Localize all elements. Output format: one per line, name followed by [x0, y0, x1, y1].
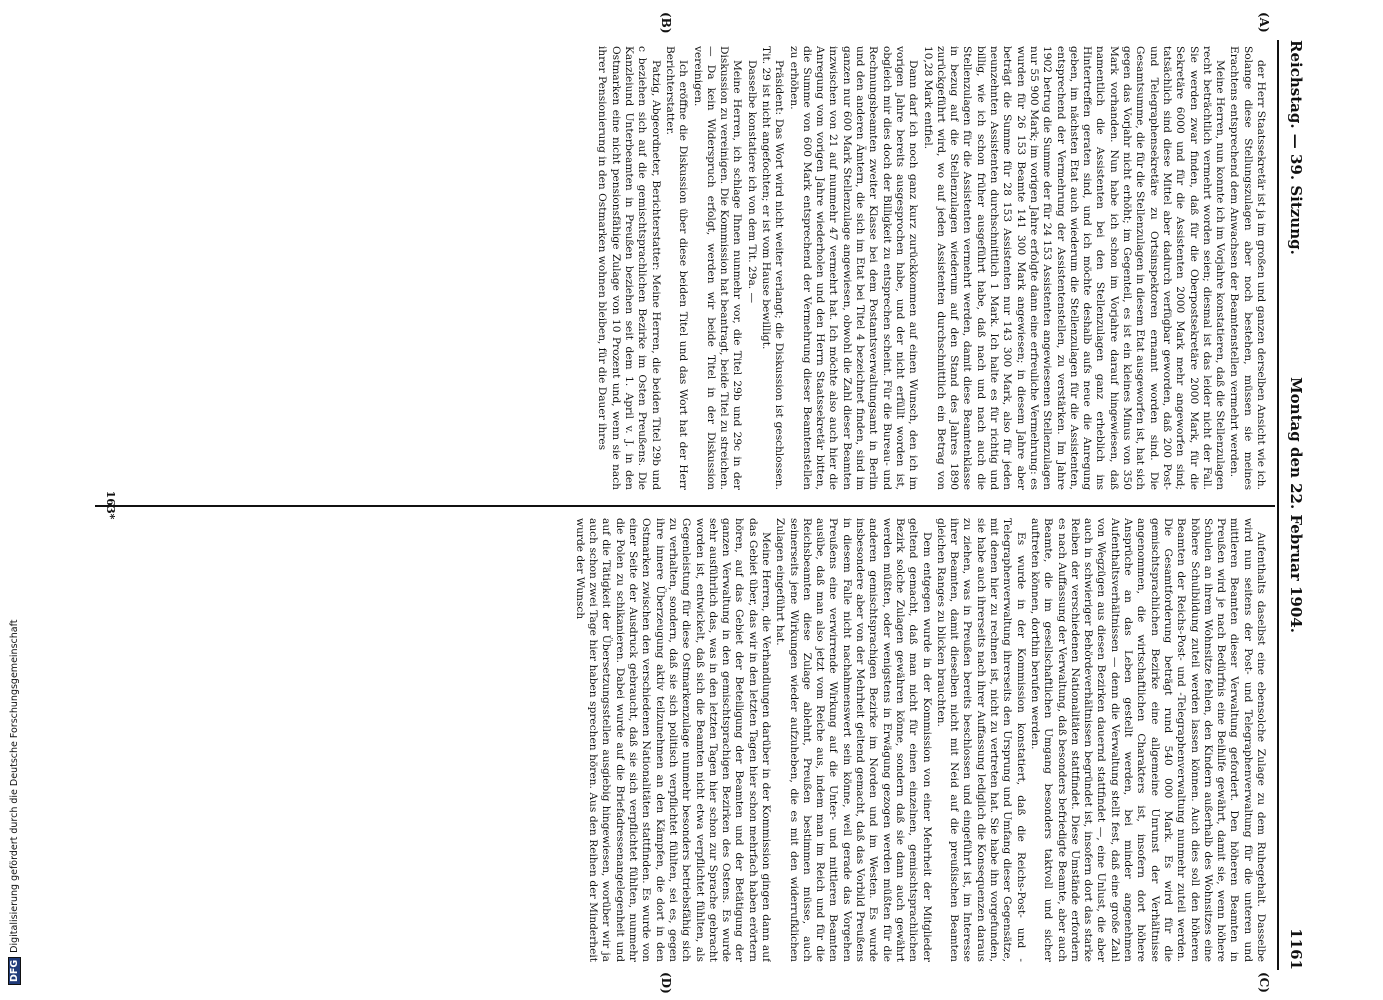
digitization-credit	[8, 620, 21, 986]
credit-text: Digitalisierung gefördert durch die Deutsche Forschungsgemeinschaft	[9, 619, 20, 953]
dfg-logo: DFG	[8, 957, 21, 985]
paragraph: Patzig, Abgeordneter, Berichterstatter: Meine Herren, die beiden Titel 29b und c beziehen sich auf die gemischtsprachlichen Bezirke im Osten Preußens. Die Kanzleiund Unterbeamten in Preußen beziehen seit dem 1. April v. J. in den Ostmarken eine nicht pensionsfähige Zulage von 10 Prozent und, wenn sie nach ihrer Pensionierung in den Ostmarken wohnen bleiben, für die Dauer ihres	[596, 46, 662, 490]
paragraph: Meine Herren, ich schlage Ihnen nunmehr vor, die Titel 29b und 29c in der Diskussion zu vereinigen. Die Kommission hat beantragt, beide Titel zu streichen. — Da kein Widerspruch erfolgt, werden wir beide Titel in der Diskussion vereinigen.	[691, 46, 744, 490]
paragraph: Meine Herren, die Verhandlungen darüber in der Kommission gingen dann auf das Gebiet über, das wir in den letzten Tagen hier schon mehrfach haben erörtern hören, auf das Gebiet der Beteiligung der Beamten und der Betätigung der ganzen Verwaltung in den gemischtsprachigen Bezirken des Ostens. Es wurde sehr ausführlich das, was in den letzten Tagen hier schon zur Sprache gebracht worden ist, entwickelt, daß sich die Beamten nicht etwa verpflichtet fühlten, als Gegenleistung für diese Ostmarkenzulage nunmehr besonders betriebsfähig sich zu verhalten, sondern, daß sie sich politisch verpflichtet fühlten, sei es, gegen ihre innere Überzeugung aktiv teilzunehmen an den Kämpfen, die dort in den Ostmarken zwischen den verschiedenen Nationalitäten stattfinden. Es wurde von einer Seite der Ausdruck gebraucht, daß sie sich verpflichtet fühlten, nunmehr die Polen zu schikanieren. Dabei wurde auf die Briefadressenangelegenheit und auf die Tätigkeit der Übersetzungsstellen ausgiebig hingewiesen, worüber wir ja auch schon zwei Tage hier haben sprechen hören. Aus den Reihen der Minderheit wurde der Wunsch	[573, 518, 773, 962]
margin-mark-d: (D)	[659, 972, 673, 994]
margin-mark-c: (C)	[1257, 972, 1271, 993]
left-column	[117, 46, 1267, 490]
header-date: Montag den 22. Februar 1904.	[1287, 377, 1305, 633]
page-number: 1161	[1287, 928, 1305, 970]
paragraph: Dann darf ich noch ganz kurz zurückkommen auf einen Wunsch, den ich im vorigen Jahre bereits ausgesprochen habe, und der nicht erfüllt worden ist, obgleich mir dies doch der Billigkeit zu entsprechen scheint. Für die Bureau- und Rechnungsbeamten zweiter Klasse bei dem Postamtsverwaltungsamt in Berlin und den anderen Ämtern, die sich im Etat bei Titel 4 bezeichnet finden, sind im ganzen nur 600 Mark Stellenzulage angewiesen, obwohl die Zahl dieser Beamten inzwischen von 21 auf nunmehr 47 vermehrt hat. Ich möchte also auch hier die Anregung vom vorigen Jahre wiederholen und den Herrn Staatssekretär bitten, die Summe von 600 Mark entsprechend der Vermehrung dieser Beamtenstellen zu erhöhen.	[787, 46, 920, 490]
paragraph: Dem entgegen wurde in der Kommission von einer Mehrheit der Mitglieder geltend gemacht, daß man nicht für einen einzelnen, gemischtsprachlichen Bezirk solche Zulagen gewähren könne, sondern daß sie dann auch gewährt werden müßten, oder wenigstens in Erwägung gezogen werden müßten für die anderen gemischtsprachigen Bezirke im Norden und im Westen. Es wurde insbesondere aber von der Mehrheit geltend gemacht, daß das Vorbild Preußens in diesem Falle nicht nachahmenswert sein könne, weil gerade das Vorgehen Preußens eine verwirrende Wirkung auf die Unter- und mittleren Beamten ausübe, daß man also jetzt vom Reiche aus, indem man im Reich und für die Reichsbeamten diese Zulage ablehnt, Preußen bestimmen müsse, auch seinerseits jene Wirkungen wieder aufzuheben, die es mit den widerrufklichen Zulagen eingeführt hat.	[774, 518, 933, 962]
paragraph: Es wurde in der Kommission konstatiert, daß die Reichs-Post- und -Telegraphenverwaltung ihrerseits den Ursprung und Umfang dieser Gegensätze, mit denen hier zu rechnen ist, nicht zu vertreten hat. Sie habe ihn vorgefunden, sie habe auch ihrerseits nach ihrer Auffassung lediglich die Konsequenzen daraus zu ziehen, was in Preußen bereits beschlossen und eingeführt ist, im Interesse ihrer Beamten, damit dieselben nicht mit Neid auf die preußischen Beamten gleichen Ranges zu blicken brauchten.	[934, 518, 1027, 962]
paragraph: Aufenthalts daselbst eine ebensolche Zulage zu dem Ruhegehalt. Dasselbe wird nun seitens der Post- und Telegraphenverwaltung für die unteren und mittleren Beamten dieser Verwaltung gefordert. Den höheren Beamten in Preußen wird je nach Bedürfnis eine Beihilfe gewährt, damit sie, wenn höhere Schulen an ihrem Wohnsitze fehlen, den Kindern außerhalb des Wohnsitzes eine höhere Schulbildung zuteil werden lassen können. Auch dies soll den höheren Beamten der Reichs-Post- und -Telegraphenverwaltung nunmehr zuteil werden. Die Gesamtforderung beträgt rund 540 000 Mark. Es wird für die gemischtsprachlichen Bezirke eine allgemeine Unrunst der Verhältnisse angenommen, die wirtschaftlichen Charakters ist, insofern dort höhere Ansprüche an das Leben gestellt werden, bei minder angenehmen Aufenthaltsverhältnissen — denn die Verwaltung stellt fest, daß eine große Zahl von Wegzügen aus diesen Bezirken dauernd stattfindet —, eine Unlust, die aber auch in schwieriger Behördeverhältnissen begründet ist, insofern dort das starke Reiben der verschiedenen Nationalitäten stattfindet. Diese Umstände erfordern es nach Auffassung der Verwaltung, daß besonders befriedigte Beamte, aber auch Beamte, die im gesellschaftlichen Umgang besonders taktvoll und sicher auftreten können, dorthin berufen werden.	[1028, 518, 1267, 962]
paragraph: der Herr Staatssekretär ist ja im großen und ganzen derselben Ansicht wie ich. Solange diese Stellungszulagen aber noch bestehen, müssen sie meines Erachtens entsprechend dem Anwachsen der Beamtenstellen vermehrt werden.	[1228, 46, 1267, 490]
paragraph: Meine Herren, nun konnte ich im Vorjahre konstatieren, daß die Stellenzulagen recht beträchtlich vermehrt worden seien; diesmal ist das leider nicht der Fall. Sie werden zwar finden, daß für die Oberpostsekretäre 2000 Mark, für die Sekretäre 6000 und für die Assistenten 2000 Mark mehr angeworfen sind; tatsächlich sind diese Mittel aber dadurch verfügbar geworden, daß 200 Post- und Telegraphensekretäre zu Ortsinspektoren ernannt worden sind. Die Gesamtsumme, die für die Stellenzulagen in diesem Etat ausgeworfen ist, hat sich gegen das Vorjahr nicht erhöht; im Gegenteil, es ist ein kleines Minus von 350 Mark vorhanden. Nun habe ich schon im Vorjahre darauf hingewiesen, daß namentlich die Assistenten bei den Stellenzulagen ganz erheblich ins Hintertreffen geraten sind, und ich möchte deshalb aufs neue die Anregung geben, im nächsten Etat auch wiederum die Stellenzulagen für die Assistenten, entsprechend der Vermehrung der Assistentenstellen, zu verstärken. Im Jahre 1902 betrug die Summe der für 24 153 Assistenten angewiesenen Stellenzulagen nur 55 900 Mark; im vorigen Jahre erfolgte dann eine erfreuliche Vermehrung: es wurden für 26 153 Beamte 141 300 Mark angewiesen; in diesem Jahre aber beträgt die Summe für 28 153 Assistenten nur 143 300 Mark, also für jeden neunzehnten Assistenten durchschnittlich 1 Mark. Ich halte es für richtig und billig, wie ich schon früher ausgeführt habe, daß nach und nach auch die Stellenzulagen für die Assistenten vermehrt werden, damit diese Beamtenklasse in bezug auf die Stellenzulagen wiederum auf den Stand des Jahres 1890 zurückgeführt wird, wo auf jeden Assistenten durchschnittlich ein Betrag von 10,28 Mark entfiel.	[921, 46, 1227, 490]
paragraph: Präsident: Das Wort wird nicht weiter verlangt; die Diskussion ist geschlossen. Tit. 29 ist nicht angefochten; er ist vom Hause bewilligt.	[760, 46, 786, 490]
right-column	[117, 518, 1267, 962]
margin-mark-a: (A)	[1257, 12, 1271, 33]
paragraph: Dasselbe konstatiere ich von dem Tit. 29a. —	[745, 60, 758, 304]
paragraph: Ich eröffne die Diskussion über diese beiden Titel und das Wort hat der Herr Berichterstatter.	[663, 46, 690, 490]
signature-mark: 163*	[104, 490, 117, 520]
header-left: Reichstag. — 39. Sitzung.	[1287, 40, 1305, 255]
margin-mark-b: (B)	[659, 12, 673, 34]
column-divider	[95, 505, 1275, 507]
rotated-newspaper-page	[75, 12, 1315, 994]
page-header	[1277, 40, 1305, 970]
